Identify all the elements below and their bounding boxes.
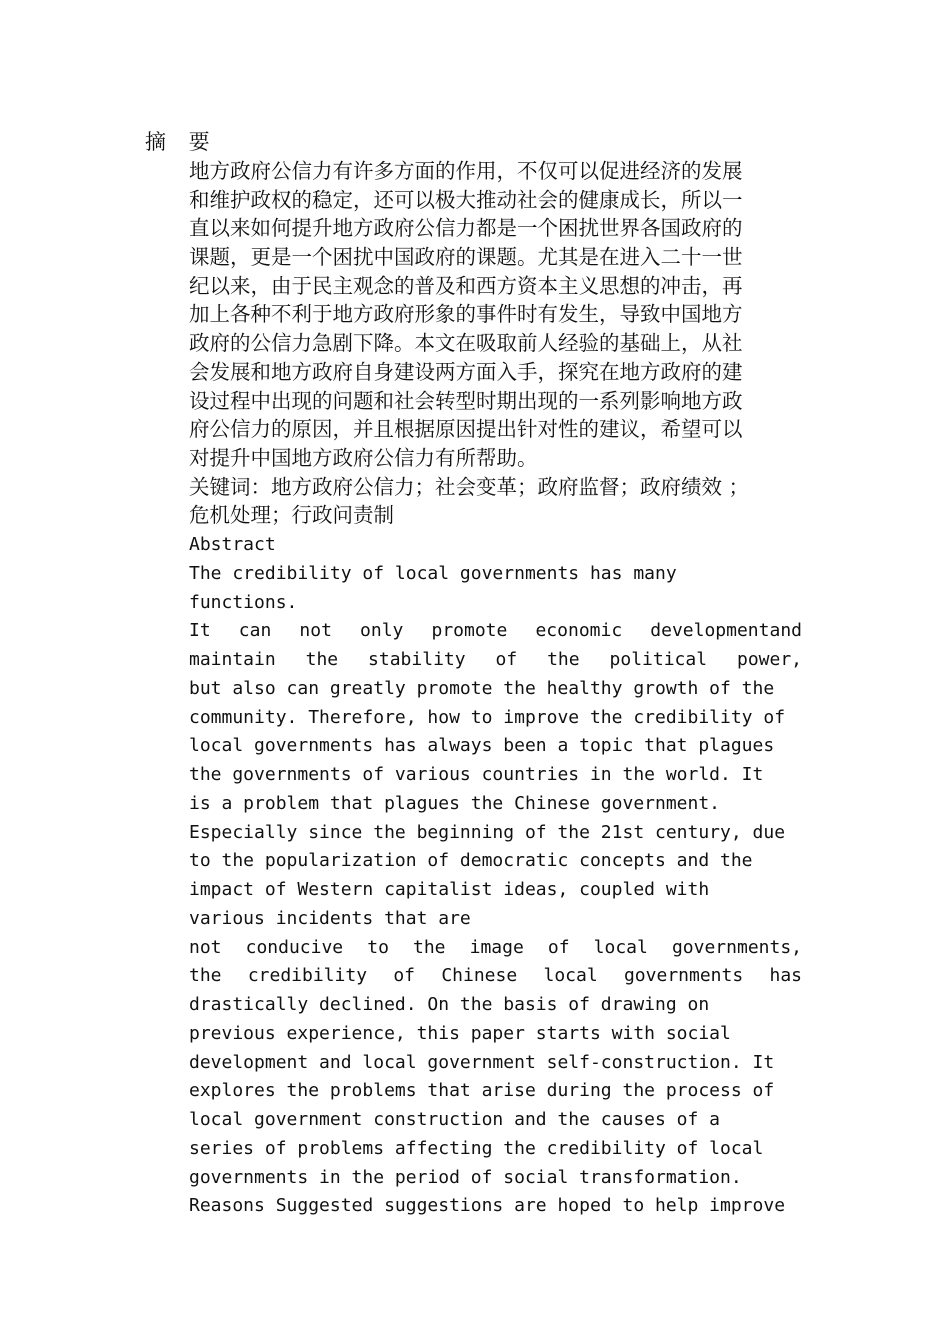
keywords-line: 关键词：地方政府公信力；社会变革；政府监督；政府绩效 ； [189,474,750,499]
en-line: The credibility of local governments has many [189,562,677,584]
cn-line: 课题，更是一个困扰中国政府的课题。尤其是在进入二十一世 [189,245,743,270]
cn-line: 加上各种不利于地方政府形象的事件时有发生，导致中国地方 [189,302,743,327]
en-line: series of problems affecting the credibility of local [189,1137,764,1159]
en-line: drastically declined. On the basis of drawing on [189,994,710,1015]
en-line: is a problem that plagues the Chinese government. [189,792,721,814]
cn-line: 设过程中出现的问题和社会转型时期出现的一系列影响地方政 [189,388,743,413]
en-line: Reasons Suggested suggestions are hoped to help improve [189,1195,786,1217]
cn-line: 地方政府公信力有许多方面的作用，不仅可以促进经济的发展 [189,159,743,183]
en-line: local government construction and the causes of a [189,1109,721,1130]
cn-line: 府公信力的原因，并且根据原因提出针对性的建议，希望可以 [189,417,743,442]
en-line: development and local government self-construction. It [189,1051,775,1073]
keywords-line: 危机处理；行政问责制 [189,503,394,528]
english-abstract [189,531,829,1221]
chinese-abstract [189,157,809,530]
english-abstract-title: Abstract [189,534,276,555]
en-line: maintain the stability of the political power, [189,649,802,670]
en-line: governments in the period of social transformation. [189,1166,742,1188]
en-line: but also can greatly promote the healthy growth of the [189,677,775,699]
en-line: to the popularization of democratic concepts and the [189,850,753,872]
en-line: community. Therefore, how to improve the credibility of [189,706,786,728]
en-line: various incidents that are [189,907,471,929]
en-line: the governments of various countries in the world. It [189,764,764,785]
en-line: not conducive to the image of local governments, [189,936,802,958]
cn-line: 会发展和地方政府自身建设两方面入手，探究在地方政府的建 [189,359,743,384]
cn-line: 纪以来，由于民主观念的普及和西方资本主义思想的冲击，再 [189,273,743,298]
cn-line: 和维护政权的稳定，还可以极大推动社会的健康成长，所以一 [189,187,743,212]
en-line: impact of Western capitalist ideas, coupled with [189,879,710,900]
en-line: the credibility of Chinese local governments has [189,965,802,987]
abstract-heading: 摘 要 [145,130,218,154]
en-line: Especially since the beginning of the 21st century, due [189,821,786,843]
en-line: previous experience, this paper starts with social [189,1022,731,1044]
en-line: explores the problems that arise during the process of [189,1080,775,1102]
cn-line: 对提升中国地方政府公信力有所帮助。 [189,445,538,470]
en-line: It can not only promote economic developmentand [189,620,802,642]
cn-line: 政府的公信力急剧下降。本文在吸取前人经验的基础上，从社 [189,331,743,356]
cn-line: 直以来如何提升地方政府公信力都是一个困扰世界各国政府的 [189,216,743,241]
en-line: local governments has always been a topic that plagues [189,735,775,757]
en-line: functions. [189,591,298,613]
